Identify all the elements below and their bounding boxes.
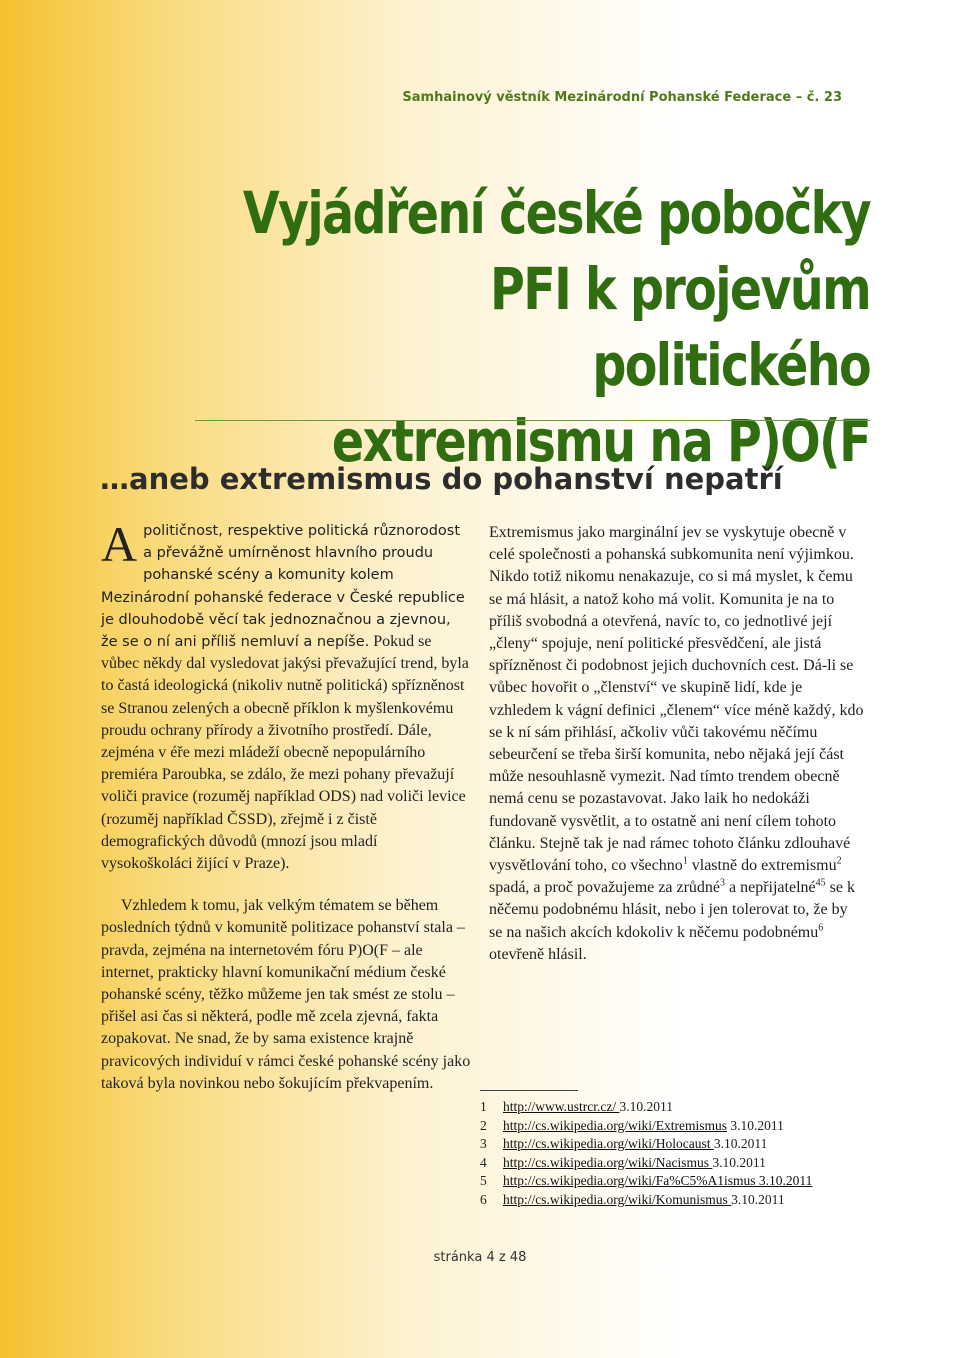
right-text-5: se k něčemu podobnému hlásit, nebo i jen tolerovat to, že by se na našich akcích kdokoliv k něčemu podobnému (489, 879, 855, 941)
intro-serif-text: Pokud se vůbec někdy dal vysledovat jakýsi převažující trend, byla to častá ideologická (nikoliv nutně politická) spřízněnost se Stranou zelených a obecně příklon k myšlenkovému proudu ochrany přírody a životního prostředí. Dále, zejména v éře mezi mládeží obecně nepopulárního premiéra Paroubka, se zdálo, že mezi pohany převažují voliči pravice (rozuměj například ODS) nad voliči levice (rozuměj například ČSSD), zřejmě i z čistě demografických důvodů (mnozí jsou mladí vysokoškoláci žijící v Praze). (101, 633, 469, 873)
footnote-link[interactable]: http://cs.wikipedia.org/wiki/Komunismus (503, 1191, 732, 1207)
title-line-1: Vyjádření české pobočky (242, 179, 870, 247)
footnote-number: 3 (480, 1136, 487, 1152)
footnote-date: 3.10.2011 (619, 1099, 673, 1114)
title-divider (195, 420, 870, 421)
footnote-link[interactable]: http://www.ustrcr.cz/ (503, 1099, 620, 1114)
right-text-6: otevřeně hlásil. (489, 945, 587, 963)
newsletter-header: Samhainový věstník Mezinárodní Pohanské Federace – č. 23 (402, 90, 842, 105)
footnote-number: 4 (480, 1154, 487, 1170)
footnote-divider (480, 1090, 578, 1091)
footnote-2 (480, 1117, 900, 1136)
footnote-ref-3[interactable]: 3 (720, 877, 725, 889)
right-column (489, 522, 864, 966)
drop-cap: A (101, 516, 138, 572)
article-subtitle: …aneb extremismus do pohanství nepatří (100, 462, 783, 496)
footnote-ref-45[interactable]: 45 (815, 877, 826, 889)
footnote-date: 3.10.2011 (713, 1136, 768, 1152)
left-column (101, 516, 471, 1095)
footnote-date: 3.10.2011 (712, 1154, 766, 1170)
intro-sans-text: političnost, respektive politická různorodost a převážně umírněnost hlavního proudu pohanské scény a komunity kolem Mezinárodní pohanské federace v České republice je dlouhodobě věcí tak jednoznačnou a zjevnou, že se o ní ani příliš nemluví a nepíše. (101, 523, 465, 651)
footnote-link[interactable]: http://cs.wikipedia.org/wiki/Holocaust (503, 1136, 714, 1152)
footnote-number: 1 (480, 1099, 487, 1114)
footnote-6 (480, 1191, 900, 1210)
footnote-4 (480, 1154, 900, 1173)
footnote-link[interactable]: http://cs.wikipedia.org/wiki/Nacismus (503, 1154, 713, 1170)
footnote-3 (480, 1135, 900, 1154)
page-number: stránka 4 z 48 (433, 1250, 527, 1265)
right-text-2: vlastně do extremismu (687, 857, 837, 875)
footnote-1 (480, 1098, 900, 1117)
footnote-ref-2[interactable]: 2 (836, 855, 842, 867)
right-text-4: a nepřijatelné (725, 879, 816, 897)
title-line-3: extremismu na P)O(F (331, 407, 870, 475)
footnote-link[interactable]: http://cs.wikipedia.org/wiki/Fa%C5%A1ismus 3.10.2011 (503, 1173, 813, 1189)
intro-paragraph (101, 516, 471, 875)
article-title (239, 175, 870, 479)
footnote-5 (480, 1172, 900, 1191)
footnote-ref-1[interactable]: 1 (682, 855, 688, 867)
title-line-2: PFI k projevům politického (490, 255, 870, 399)
footnote-number: 5 (480, 1173, 487, 1189)
right-text-3: spadá, a proč považujeme za zrůdné (489, 879, 720, 897)
second-paragraph: Vzhledem k tomu, jak velkým tématem se během posledních týdnů v komunitě politizace pohanství stala – pravda, zejména na internetovém fóru P)O(F – ale internet, prakticky hlavní komunikační médium české pohanské scény, těžko můžeme jen tak smést ze stolu – přišel asi čas si některá, podle mě zcela zjevná, fakta zopakovat. Ne snad, že by sama existence krajně pravicových individuí v rámci české pohanské scény jako taková byla novinkou nebo šokujícím překvapením. (101, 897, 471, 1092)
footnotes (480, 1098, 900, 1210)
footnote-date: 3.10.2011 (731, 1191, 785, 1207)
footnote-number: 2 (480, 1117, 487, 1133)
right-text-1: Extremismus jako marginální jev se vyskytuje obecně v celé společnosti a pohanská subkomunita není výjimkou. Nikdo totiž nikomu nenakazuje, co si má myslet, k čemu se má hlásit, a natož koho má volit. Komunita je na to příliš svobodná a otevřená, navíc to, co jednotlivé její „členy“ spojuje, není politické přesvědčení, ale jistá spřízněnost či podobnost jejich duchovních cest. Dá-li se vůbec hovořit o „členství“ ve skupině lidí, kde je vzhledem k vágní definici „členem“ více méně každý, kdo se k ní sám přihlásí, ačkoliv vůči takovému něčímu sebeurčení se třeba širší komunita, nebo nějaká její část může nesouhlasně vymezit. Nad tímto trendem obecně nemá cenu se pozastavovat. Jako laik ho nedokáži fundovaně vysvětlit, a to ostatně ani není cílem tohoto článku. Stejně tak je nad rámec tohoto článku zdlouhavé vysvětlování toho, co všechno (489, 524, 864, 875)
footnote-link[interactable]: http://cs.wikipedia.org/wiki/Extremismus (503, 1117, 727, 1133)
footnote-number: 6 (480, 1191, 487, 1207)
footnote-date: 3.10.2011 (726, 1117, 784, 1133)
footnote-ref-6[interactable]: 6 (818, 922, 824, 934)
